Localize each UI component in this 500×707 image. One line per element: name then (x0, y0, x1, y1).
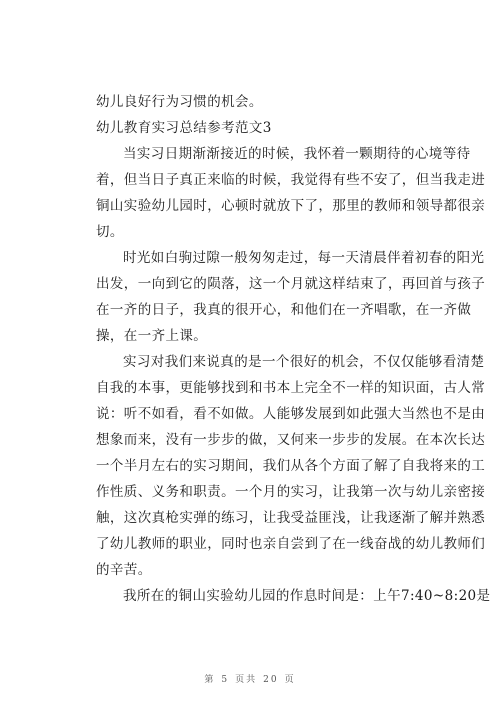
paragraph-line: 当实习日期渐渐接近的时候，我怀着一颗期待的心境等待 (123, 146, 471, 162)
section-title: 幼儿教育实习总结参考范文3 (96, 120, 272, 136)
paragraph-line: 说：听不如看，看不如做。人能够发展到如此强大当然也不是由 (96, 406, 486, 422)
footer-suffix: 页 (284, 675, 296, 685)
paragraph-line: 自我的本事，更能够找到和书本上完全不一样的知识面，古人常 (96, 380, 486, 396)
paragraph-line: 的辛苦。 (96, 562, 152, 578)
paragraph-line: 幼儿良好行为习惯的机会。 (96, 94, 263, 110)
footer-prefix: 第 (204, 675, 216, 685)
footer-middle: 页共 (235, 675, 258, 685)
paragraph-line: 时光如白驹过隙一般匆匆走过，每一天清晨伴着初春的阳光 (123, 250, 485, 266)
footer-page-number: 5 (221, 675, 230, 685)
paragraph-line: 作性质、义务和职责。一个月的实习，让我第一次与幼儿亲密接 (96, 484, 486, 500)
paragraph-line: 触，这次真枪实弹的练习，让我受益匪浅，让我逐渐了解并熟悉 (96, 510, 486, 526)
body-text (96, 89, 491, 609)
page-footer (0, 672, 500, 685)
paragraph-line: 我所在的铜山实验幼儿园的作息时间是：上午7:40~8:20是 (123, 588, 491, 604)
paragraph-line: 实习对我们来说真的是一个很好的机会，不仅仅能够看清楚 (123, 354, 485, 370)
paragraph-line: 想象而来，没有一步步的做，又何来一步步的发展。在本次长达 (96, 432, 486, 448)
paragraph-line: 铜山实验幼儿园时，心顿时就放下了，那里的教师和领导都很亲 (96, 198, 486, 214)
paragraph-line: 在一齐的日子，我真的很开心，和他们在一齐唱歌，在一齐做 (96, 302, 472, 318)
paragraph-line: 切。 (96, 224, 124, 240)
paragraph-line: 一个半月左右的实习期间，我们从各个方面了解了自我将来的工 (96, 458, 486, 474)
paragraph-line: 操，在一齐上课。 (96, 328, 208, 344)
paragraph-line: 了幼儿教师的职业，同时也亲自尝到了在一线奋战的幼儿教师们 (96, 536, 486, 552)
footer-total-pages: 20 (263, 675, 279, 685)
paragraph-line: 出发，一向到它的陨落，这一个月就这样结束了，再回首与孩子 (96, 276, 486, 292)
paragraph-line: 着，但当日子真正来临的时候，我觉得有些不安了，但当我走进 (96, 172, 486, 188)
